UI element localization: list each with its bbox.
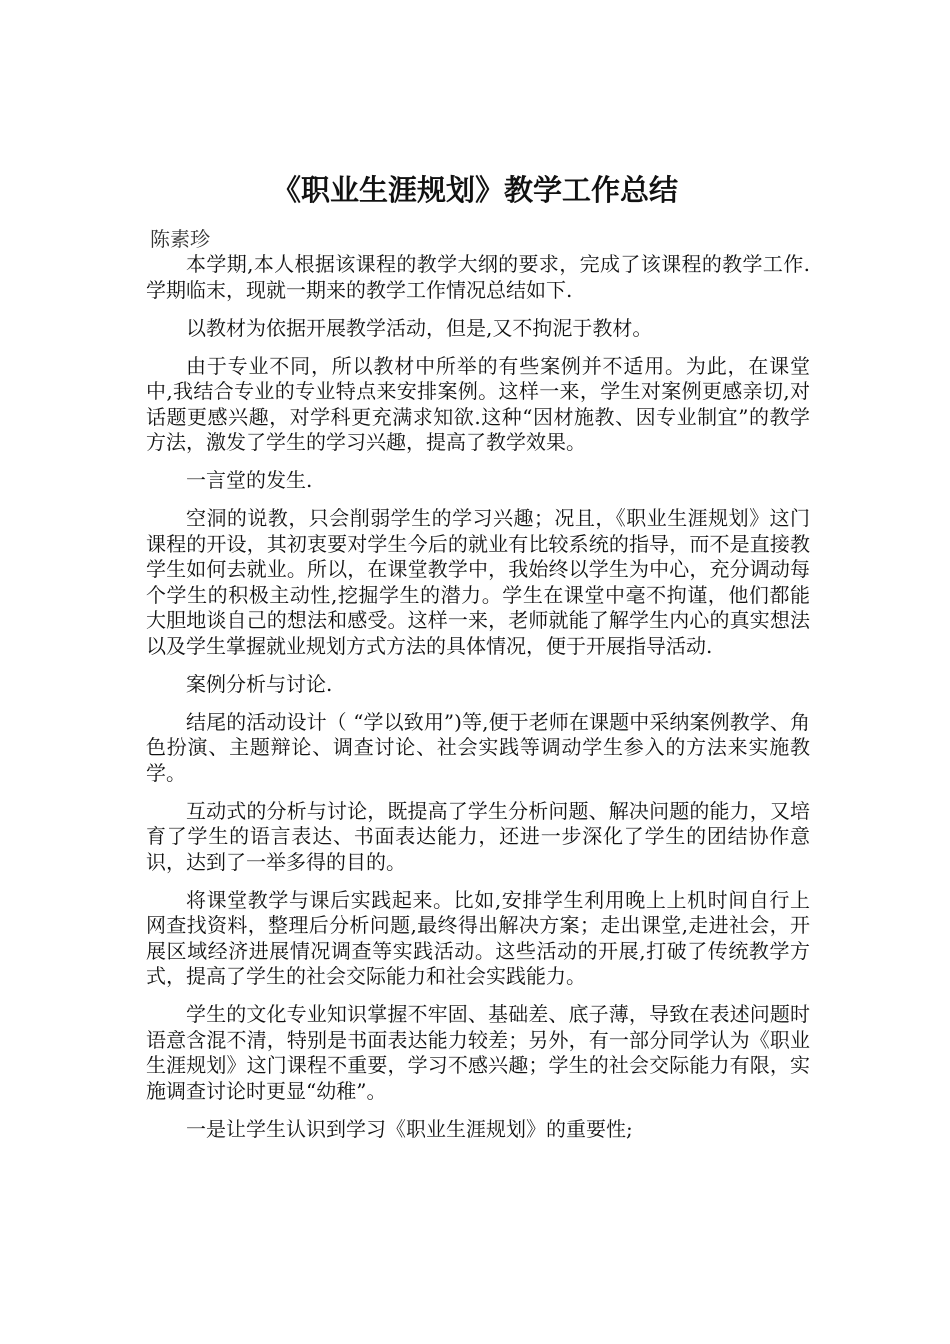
paragraph-3: 由于专业不同，所以教材中所举的有些案例并不适用。为此，在课堂中,我结合专业的专业特点来安排案例。这样一来，学生对案例更感亲切,对话题更感兴趣，对学科更充满求知欲.这种“因材施教、因专业制宜”的教学方法，激发了学生的学习兴趣，提高了教学效果。 [146,353,810,454]
document-body [146,252,810,1155]
paragraph-6: 案例分析与讨论. [186,671,333,696]
paragraph-10: 学生的文化专业知识掌握不牢固、基础差、底子薄，导致在表述问题时语意含混不清，特别是书面表达能力较差；另外，有一部分同学认为《职业生涯规划》这门课程不重要，学习不感兴趣；学生的社会交际能力有限，实施调查讨论时更显“幼稚”。 [146,1002,810,1103]
paragraph-8: 互动式的分析与讨论，既提高了学生分析问题、解决问题的能力，又培育了学生的语言表达、书面表达能力，还进一步深化了学生的团结协作意识，达到了一举多得的目的。 [146,798,810,874]
paragraph-1: 本学期,本人根据该课程的教学大纲的要求，完成了该课程的教学工作.学期临末，现就一期来的教学工作情况总结如下. [146,252,810,302]
paragraph-11: 一是让学生认识到学习《职业生涯规划》的重要性; [186,1116,633,1141]
paragraph-7: 结尾的活动设计（ “学以致用”)等,便于老师在课题中采纳案例教学、角色扮演、主题辩论、调查讨论、社会实践等调动学生参入的方法来实施教学。 [146,709,810,785]
paragraph-4: 一言堂的发生. [186,468,313,492]
document-title: 《职业生涯规划》教学工作总结 [271,173,678,207]
paragraph-2: 以教材为依据开展教学活动，但是,又不拘泥于教材。 [186,315,653,340]
paragraph-9: 将课堂教学与课后实践起来。比如,安排学生利用晚上上机时间自行上网查找资料，整理后分析问题,最终得出解决方案；走出课堂,走进社会，开展区域经济进展情况调查等实践活动。这些活动的开展,打破了传统教学方式，提高了学生的社会交际能力和社会实践能力。 [146,887,810,988]
paragraph-5: 空洞的说教，只会削弱学生的学习兴趣；况且，《职业生涯规划》这门课程的开设，其初衷要对学生今后的就业有比较系统的指导，而不是直接教学生如何去就业。所以，在课堂教学中，我始终以学生为中心，充分调动每个学生的积极主动性,挖掘学生的潜力。学生在课堂中毫不拘谨，他们都能大胆地谈自己的想法和感受。这样一来，老师就能了解学生内心的真实想法以及学生掌握就业规划方式方法的具体情况，便于开展指导活动. [146,506,810,658]
document-author: 陈素珍 [150,227,210,251]
